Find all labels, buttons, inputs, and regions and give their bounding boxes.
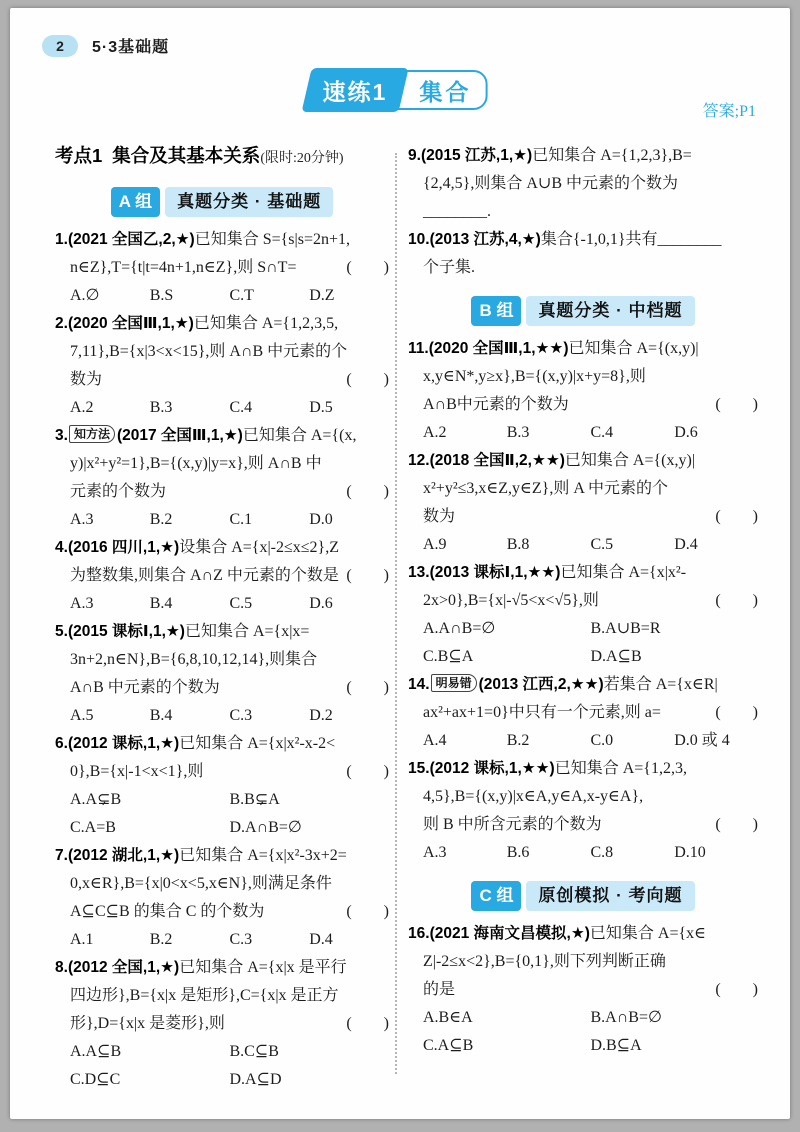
question-line [55,982,389,1010]
question-line [408,755,758,783]
question-tag-badge: 明易错 [431,674,477,692]
option-cell: C.D⊆C [70,1071,121,1088]
option-cell: D.4 [309,931,333,948]
question-line [55,366,389,394]
question-text: y)|x²+y²=1},B={(x,y)|y=x},则 A∩B 中 [70,455,322,472]
question-number: 8. [55,959,68,976]
question-text: 为整数集,则集合 A∩Z 中元素的个数是 [70,567,339,584]
lesson-topic-label: 集合 [419,78,472,105]
question-source: (2015 课标Ⅰ,1,★) [67,623,185,640]
question-line [55,954,389,982]
question-source: (2020 全国Ⅲ,1,★★) [428,340,569,357]
question-number: 15. [408,760,430,777]
question-text: 已知集合 A={x|x²-x-2< [179,735,336,752]
answer-parentheses: ( ) [346,763,389,780]
group-section-badge [408,881,758,911]
option-cell: D.2 [309,707,333,724]
question-text: n∈Z},T={t|t=4n+1,n∈Z},则 S∩T= [70,259,297,276]
question-text: A∩B中元素的个数为 [423,396,569,413]
answer-page-reference: 答案;P1 [702,103,756,120]
question-8 [55,954,389,1094]
answer-parentheses: ( ) [346,679,389,696]
page-number-badge: 2 [42,35,78,57]
question-15 [408,755,758,867]
question-text: 集合{-1,0,1}共有________ [540,231,722,248]
option-cell: B.A∪B=R [590,620,661,637]
group-title-label: 真题分类 · 基础题 [165,187,333,217]
question-text: A⊆C⊆B 的集合 C 的个数为 [70,903,265,920]
question-2 [55,310,389,422]
option-cell: D.A∩B=∅ [229,819,302,836]
question-9 [408,142,758,226]
option-cell: A.1 [70,931,94,948]
option-cell: C.4 [229,399,253,416]
time-limit-note: (限时:20分钟) [260,151,344,166]
question-number: 10. [408,231,430,248]
options-row [408,419,758,447]
question-line [408,503,758,531]
question-line [408,948,758,976]
question-number: 5. [55,623,68,640]
question-source: (2012 课标,1,★) [67,735,180,752]
question-line [408,811,758,839]
question-10 [408,226,758,282]
question-line [55,338,389,366]
question-line [408,920,758,948]
question-text: Z|-2≤x<2},B={0,1},则下列判断正确 [423,953,666,970]
question-source: (2012 湖北,1,★) [67,847,180,864]
question-text: 7,11},B={x|3<x<15},则 A∩B 中元素的个 [70,343,348,360]
question-text: 形},D={x|x 是菱形},则 [70,1015,225,1032]
question-text: 已知集合 A={1,2,3,5, [193,315,339,332]
question-line [55,478,389,506]
question-line [408,226,758,254]
option-cell: A.4 [423,732,447,749]
options-row [55,506,389,534]
question-text: ax²+ax+1=0}中只有一个元素,则 a= [423,704,661,721]
question-source: (2016 四川,1,★) [67,539,180,556]
answer-parentheses: ( ) [715,592,758,609]
question-number: 12. [408,452,430,469]
answer-parentheses: ( ) [346,483,389,500]
question-number: 14. [408,676,430,693]
question-number: 16. [408,925,430,942]
options-row [55,702,389,730]
question-number: 2. [55,315,68,332]
question-source: (2017 全国Ⅲ,1,★) [116,427,243,444]
question-14 [408,671,758,755]
question-source: (2013 江苏,4,★) [429,231,541,248]
option-cell: D.Z [309,287,335,304]
question-source: (2012 全国,1,★) [67,959,180,976]
lesson-number-label: 速练1 [322,78,388,105]
option-cell: D.5 [309,399,333,416]
options-row [408,1004,758,1032]
question-text: {2,4,5},则集合 A∪B 中元素的个数为 [423,175,678,192]
question-text: 已知集合 A={(x,y)| [568,340,699,357]
question-line [408,142,758,170]
question-16 [408,920,758,1060]
option-cell: A.3 [423,844,447,861]
question-line [408,783,758,811]
question-line [408,391,758,419]
option-cell: A.B∈A [423,1009,473,1026]
answer-parentheses: ( ) [715,981,758,998]
question-number: 7. [55,847,68,864]
right-column [408,142,758,1060]
options-row [408,643,758,671]
book-title: 5·3基础题 [92,39,170,56]
question-source: (2021 全国乙,2,★) [67,231,195,248]
question-line [408,475,758,503]
answer-parentheses: ( ) [715,396,758,413]
option-cell: D.B⊆A [590,1037,642,1054]
question-line [408,976,758,1004]
question-text: 的是 [423,981,456,998]
question-line [55,534,389,562]
options-row [55,590,389,618]
question-text: 已知集合 A={1,2,3},B= [532,147,692,164]
lesson-title-badge [313,70,488,110]
option-cell: C.4 [590,424,614,441]
option-cell: A.∅ [70,287,100,304]
question-line [408,170,758,198]
question-line [55,730,389,758]
question-line [408,335,758,363]
options-row [408,727,758,755]
page-header [42,34,169,57]
question-line [55,674,389,702]
options-row [408,531,758,559]
answer-parentheses: ( ) [346,903,389,920]
option-cell: A.5 [70,707,94,724]
group-letter-tab: A 组 [111,187,160,217]
options-row [408,1032,758,1060]
question-source: (2015 江苏,1,★) [420,147,533,164]
question-text: 若集合 A={x∈R| [603,676,718,693]
option-cell: D.A⊆B [590,648,642,665]
question-line [408,699,758,727]
question-source: (2021 海南文昌模拟,★) [429,925,590,942]
question-number: 9. [408,147,421,164]
options-row [55,282,389,310]
question-text: A∩B 中元素的个数为 [70,679,220,696]
question-text: 0},B={x|-1<x<1},则 [70,763,204,780]
question-text: 已知集合 A={1,2,3, [554,760,687,777]
option-cell: C.5 [590,536,614,553]
option-cell: B.B⊊A [229,791,280,808]
question-text: 0,x∈R},B={x|0<x<5,x∈N},则满足条件 [70,875,332,892]
answer-parentheses: ( ) [346,567,389,584]
question-text: 已知集合 S={s|s=2n+1, [194,231,350,248]
question-text: x²+y²≤3,x∈Z,y∈Z},则 A 中元素的个 [423,480,668,497]
answer-parentheses: ( ) [715,508,758,525]
option-cell: D.A⊆D [229,1071,282,1088]
question-line [55,646,389,674]
question-tag-badge: 知方法 [69,425,115,443]
question-text: 4,5},B={(x,y)|x∈A,y∈A,x-y∈A}, [423,788,644,805]
options-row [408,839,758,867]
option-cell: D.0 或 4 [674,732,730,749]
option-cell: A.3 [70,511,94,528]
option-cell: B.3 [149,399,173,416]
question-text: 2x>0},B={x|-√5<x<√5},则 [423,592,599,609]
question-line [55,450,389,478]
option-cell: C.5 [229,595,253,612]
question-line [55,618,389,646]
question-line [408,254,758,282]
question-6 [55,730,389,842]
question-number: 13. [408,564,430,581]
exam-point-title: 集合及其基本关系 [112,145,261,166]
option-cell: C.1 [229,511,253,528]
option-cell: C.B⊆A [423,648,474,665]
option-cell: B.2 [149,511,173,528]
options-row [55,1038,389,1066]
option-cell: C.A=B [70,819,116,836]
option-cell: B.2 [149,931,173,948]
question-number: 4. [55,539,68,556]
lesson-number-tab [302,68,409,112]
option-cell: A.A⊆B [70,1043,122,1060]
question-text: x,y∈N*,y≥x},B={(x,y)|x+y=8},则 [423,368,646,385]
options-row [55,394,389,422]
question-line [55,870,389,898]
question-12 [408,447,758,559]
option-cell: B.2 [506,732,530,749]
question-text: 已知集合 A={x∈ [589,925,706,942]
question-source: (2013 课标Ⅰ,1,★★) [429,564,561,581]
option-cell: D.0 [309,511,333,528]
question-source: (2012 课标,1,★★) [429,760,555,777]
question-7 [55,842,389,954]
answer-parentheses: ( ) [715,704,758,721]
question-text: 已知集合 A={(x, [242,427,357,444]
question-3 [55,422,389,534]
option-cell: B.4 [149,707,173,724]
option-cell: A.2 [70,399,94,416]
option-cell: B.C⊆B [229,1043,279,1060]
option-cell: C.3 [229,707,253,724]
option-cell: A.3 [70,595,94,612]
question-line [408,363,758,391]
question-number: 11. [408,340,429,357]
group-section-badge [408,296,758,326]
question-text: 已知集合 A={x|x= [184,623,310,640]
group-section-badge [55,187,389,217]
option-cell: A.A⊊B [70,791,122,808]
question-text: ________. [423,203,491,220]
question-text: 个子集. [423,259,476,276]
question-line [408,559,758,587]
group-title-label: 真题分类 · 中档题 [526,296,694,326]
group-letter-tab: C 组 [471,881,521,911]
question-line [55,562,389,590]
option-cell: B.A∩B=∅ [590,1009,662,1026]
question-text: 已知集合 A={x|x²-3x+2= [179,847,347,864]
question-text: 数为 [423,508,456,525]
question-text: 四边形},B={x|x 是矩形},C={x|x 是正方 [70,987,339,1004]
group-title-label: 原创模拟 · 考向题 [526,881,694,911]
question-text: 则 B 中所含元素的个数为 [423,816,602,833]
option-cell: B.3 [506,424,530,441]
question-text: 设集合 A={x|-2≤x≤2},Z [179,539,339,556]
question-line [55,1010,389,1038]
question-number: 1. [55,231,68,248]
answer-parentheses: ( ) [346,1015,389,1032]
question-text: 3n+2,n∈N},B={6,8,10,12,14},则集合 [70,651,318,668]
question-line [55,842,389,870]
option-cell: B.4 [149,595,173,612]
left-column [55,142,389,1094]
group-letter-tab: B 组 [471,296,521,326]
column-divider [395,153,397,1074]
options-row [408,615,758,643]
question-5 [55,618,389,730]
answer-parentheses: ( ) [346,259,389,276]
option-cell: A.2 [423,424,447,441]
question-source: (2020 全国Ⅲ,1,★) [67,315,194,332]
question-source: (2013 江西,2,★★) [478,676,604,693]
question-line [55,226,389,254]
option-cell: B.S [149,287,174,304]
option-cell: C.3 [229,931,253,948]
question-line [408,447,758,475]
question-number: 6. [55,735,68,752]
option-cell: B.6 [506,844,530,861]
question-text: 已知集合 A={x|x 是平行 [179,959,347,976]
question-line [55,758,389,786]
answer-parentheses: ( ) [346,371,389,388]
option-cell: A.9 [423,536,447,553]
question-number: 3. [55,427,68,444]
question-text: 元素的个数为 [70,483,167,500]
option-cell: C.0 [590,732,614,749]
question-line [55,422,389,450]
option-cell: A.A∩B=∅ [423,620,496,637]
options-row [55,1066,389,1094]
question-line [408,198,758,226]
option-cell: D.6 [309,595,333,612]
question-line [408,587,758,615]
workbook-page [10,8,790,1119]
question-source: (2018 全国Ⅱ,2,★★) [429,452,565,469]
question-line [408,671,758,699]
options-row [55,926,389,954]
option-cell: C.A⊆B [423,1037,474,1054]
question-text: 已知集合 A={x|x²- [560,564,687,581]
question-text: 已知集合 A={(x,y)| [564,452,696,469]
question-line [55,254,389,282]
question-text: 数为 [70,371,103,388]
question-11 [408,335,758,447]
exam-point-label: 考点1 [55,145,103,166]
question-1 [55,226,389,310]
answer-parentheses: ( ) [715,816,758,833]
exam-point-heading [55,142,389,173]
option-cell: D.10 [674,844,706,861]
question-line [55,310,389,338]
question-line [55,898,389,926]
option-cell: C.8 [590,844,614,861]
option-cell: B.8 [506,536,530,553]
option-cell: D.6 [674,424,698,441]
options-row [55,786,389,814]
option-cell: C.T [229,287,254,304]
question-4 [55,534,389,618]
question-13 [408,559,758,671]
options-row [55,814,389,842]
option-cell: D.4 [674,536,698,553]
